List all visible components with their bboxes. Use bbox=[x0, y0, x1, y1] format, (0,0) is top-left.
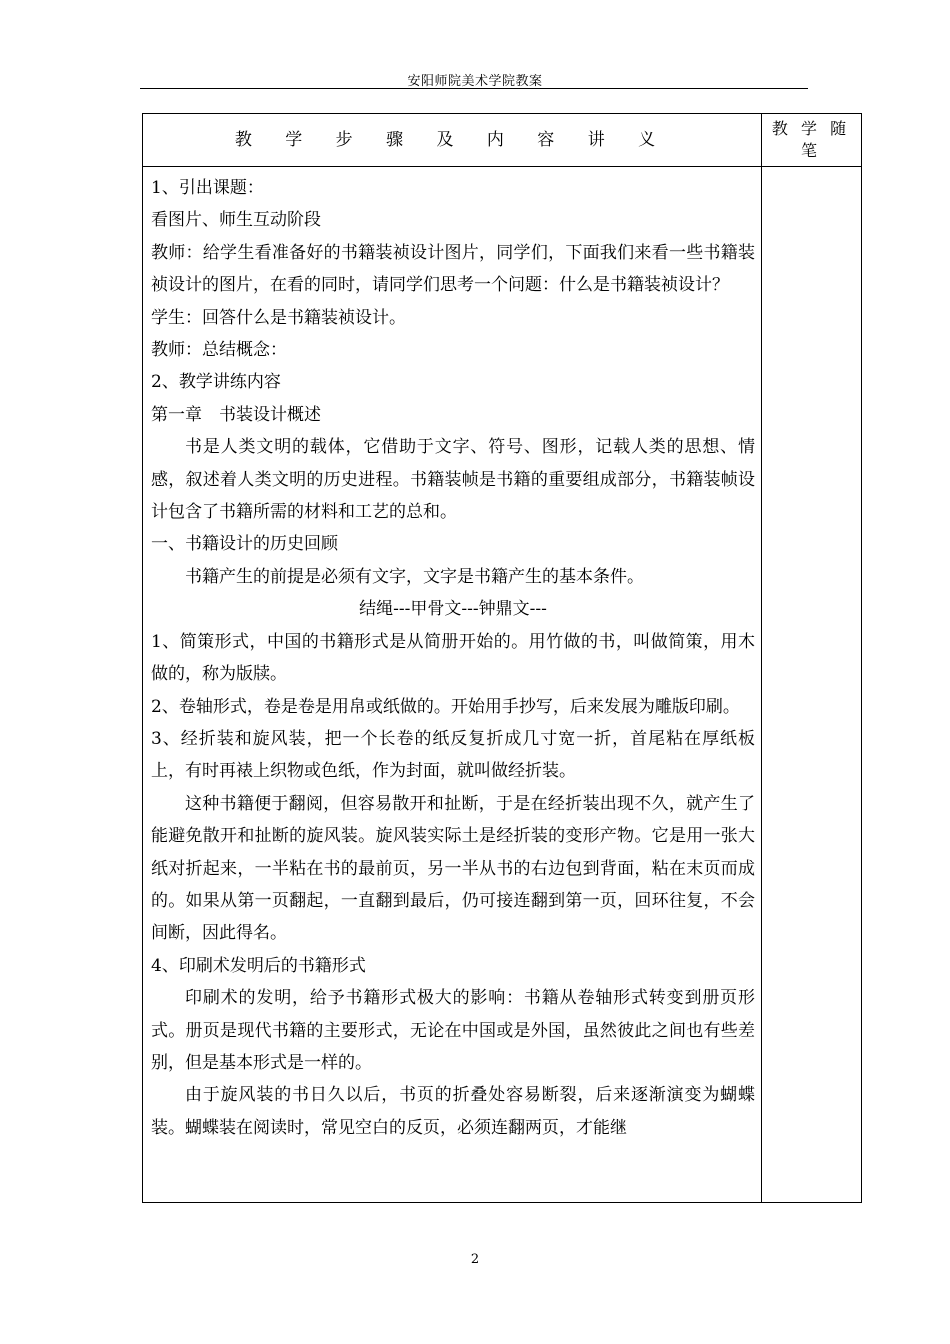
main-column-title: 教 学 步 骤 及 内 容 讲 义 bbox=[234, 130, 670, 150]
document-header: 安阳师院美术学院教案 bbox=[407, 74, 543, 89]
paragraph: 看图片、师生互动阶段 bbox=[151, 210, 321, 231]
paragraph: 3、经折装和旋风装，把一个长卷的纸反复折成几寸宽一折，首尾粘在厚纸板上，有时再裱上织物或色纸，作为封面，就叫做经折装。 bbox=[151, 728, 755, 782]
paragraph: 书籍产生的前提是必须有文字，文字是书籍产生的基本条件。 bbox=[185, 566, 644, 587]
page-number: 2 bbox=[470, 1252, 480, 1267]
paragraph: 印刷术的发明，给予书籍形式极大的影响：书籍从卷轴形式转变到册页形式。册页是现代书籍的主要形式，无论在中国或是外国，虽然彼此之间也有些差别，但是基本形式是一样的。 bbox=[151, 988, 755, 1073]
paragraph-centered: 结绳---甲骨文---钟鼎文--- bbox=[359, 599, 547, 620]
paragraph: 2、卷轴形式，卷是卷是用帛或纸做的。开始用手抄写，后来发展为雕版印刷。 bbox=[151, 696, 740, 717]
paragraph: 教师：给学生看准备好的书籍装祯设计图片，同学们，下面我们来看一些书籍装祯设计的图片，在看的同时，请同学们思考一个问题：什么是书籍装祯设计？ bbox=[151, 242, 755, 296]
notes-title-line1: 教 学 随 bbox=[771, 119, 851, 138]
chapter-heading: 第一章 书装设计概述 bbox=[151, 404, 321, 425]
header-row-divider bbox=[143, 166, 861, 167]
section-heading: 2、教学讲练内容 bbox=[151, 372, 281, 393]
header-rule bbox=[140, 88, 808, 89]
section-heading: 一、书籍设计的历史回顾 bbox=[151, 534, 338, 555]
lesson-table bbox=[142, 113, 862, 1203]
column-divider bbox=[761, 114, 762, 1202]
paragraph: 学生：回答什么是书籍装祯设计。 bbox=[151, 307, 406, 328]
paragraph: 书是人类文明的载体，它借助于文字、符号、图形，记载人类的思想、情感，叙述着人类文明的历史进程。书籍装帧是书籍的重要组成部分，书籍装帧设计包含了书籍所需的材料和工艺的总和。 bbox=[151, 437, 755, 523]
paragraph: 这种书籍便于翻阅，但容易散开和扯断，于是在经折装出现不久，就产生了能避免散开和扯断的旋风装。旋风装实际土是经折装的变形产物。它是用一张大纸对折起来，一半粘在书的最前页，另一半从书的右边包到背面，粘在末页而成的。如果从第一页翻起，一直翻到最后，仍可接连翻到第一页，回环往复，不会间断，因此得名。 bbox=[151, 793, 755, 944]
section-heading: 1、引出课题： bbox=[151, 178, 264, 198]
notes-title-line2: 笔 bbox=[800, 141, 821, 160]
paragraph: 由于旋风装的书日久以后，书页的折叠处容易断裂，后来逐渐演变为蝴蝶装。蝴蝶装在阅读时，常见空白的反页，必须连翻两页，才能继 bbox=[151, 1085, 755, 1138]
notes-column-title bbox=[765, 118, 857, 162]
section-heading: 4、印刷术发明后的书籍形式 bbox=[151, 955, 366, 976]
lesson-content bbox=[151, 172, 755, 1144]
paragraph: 1、简策形式，中国的书籍形式是从简册开始的。用竹做的书，叫做简策，用木做的，称为版牍。 bbox=[151, 631, 755, 685]
paragraph: 教师：总结概念： bbox=[151, 340, 287, 361]
